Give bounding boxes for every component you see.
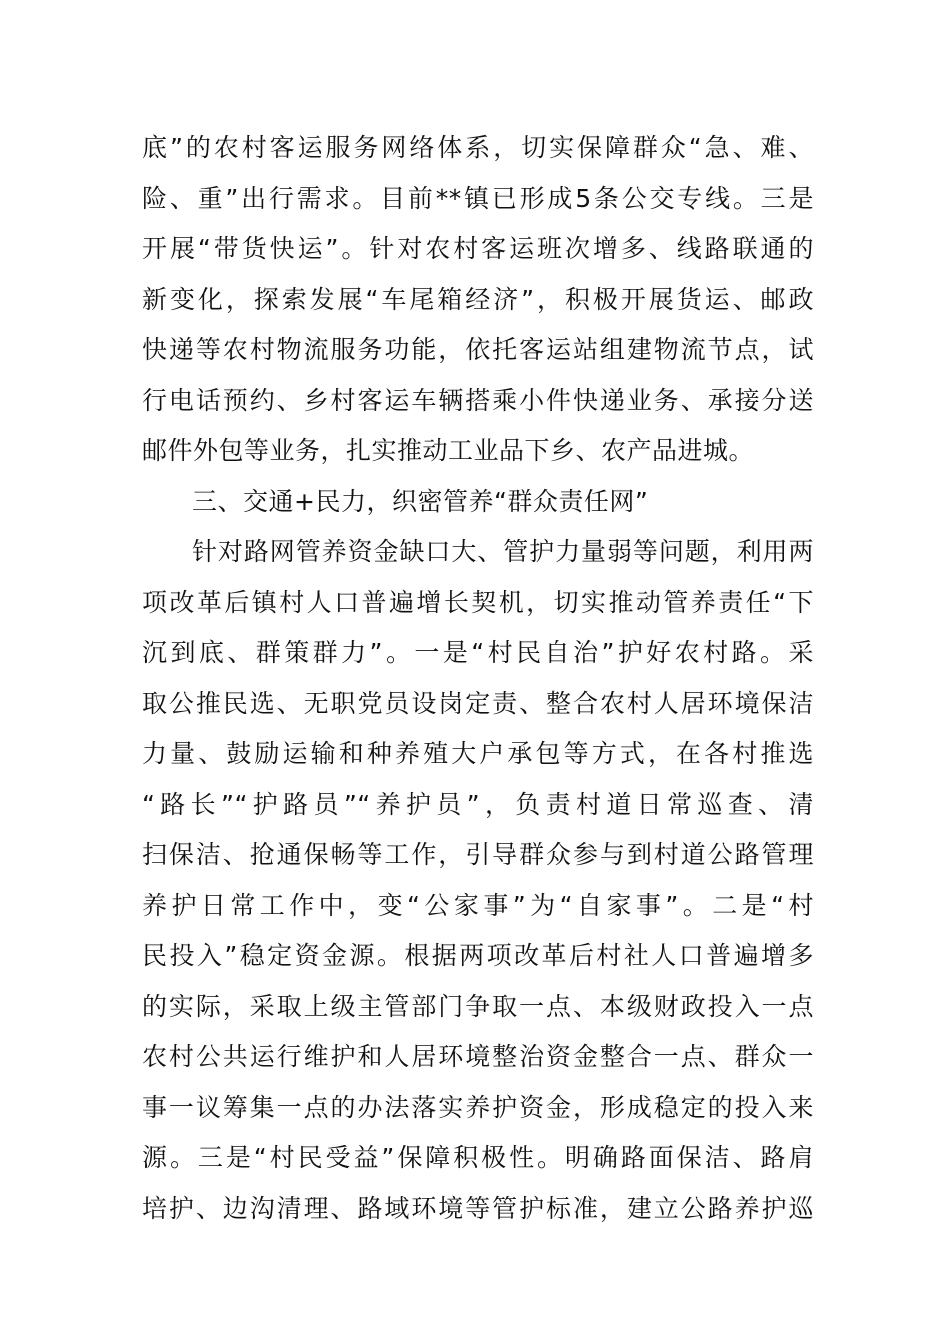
text-line: 快递等农村物流服务功能，依托客运站组建物流节点，试 xyxy=(142,335,814,364)
text-line: 培护、边沟清理、路域环境等管护标准，建立公路养护巡 xyxy=(142,1193,814,1223)
text-line: 邮件外包等业务，扎实推动工业品下乡、农产品进城。 xyxy=(142,436,755,465)
text-line: 事一议筹集一点的办法落实养护资金，形成稳定的投入来 xyxy=(142,1092,814,1122)
text-line: 的实际，采取上级主管部门争取一点、本级财政投入一点 xyxy=(142,991,814,1021)
text-line: 针对路网管养资金缺口大、管护力量弱等问题，利用两 xyxy=(192,537,814,566)
document-body xyxy=(142,123,814,1234)
text-line: 新变化，探索发展“车尾箱经济”，积极开展货运、邮政 xyxy=(142,284,814,314)
text-line: 底”的农村客运服务网络体系，切实保障群众“急、难、 xyxy=(142,133,814,162)
text-line: 行电话预约、乡村客运车辆搭乘小件快递业务、承接分送 xyxy=(142,385,814,415)
section-heading: 三、交通+民力，织密管养“群众责任网” xyxy=(192,486,649,516)
text-line: 农村公共运行维护和人居环境整治资金整合一点、群众一 xyxy=(142,1042,814,1071)
text-line: 取公推民选、无职党员设岗定责、整合农村人居环境保洁 xyxy=(142,688,814,718)
text-line: 开展“带货快运”。针对农村客运班次增多、线路联通的 xyxy=(142,234,814,263)
text-line: 民投入”稳定资金源。根据两项改革后村社人口普遍增多 xyxy=(142,941,814,970)
text-line: 养护日常工作中，变“公家事”为“自家事”。二是“村 xyxy=(142,890,814,920)
text-line: 沉到底、群策群力”。一是“村民自治”护好农村路。采 xyxy=(142,638,814,667)
text-line: 扫保洁、抢通保畅等工作，引导群众参与到村道公路管理 xyxy=(142,840,814,869)
text-line: 力量、鼓励运输和种养殖大户承包等方式，在各村推选 xyxy=(142,739,814,768)
text-line: 项改革后镇村人口普遍增长契机，切实推动管养责任“下 xyxy=(142,587,814,617)
text-line: “路长”“护路员”“养护员”，负责村道日常巡查、清 xyxy=(142,789,814,819)
text-line: 险、重”出行需求。目前**镇已形成5条公交专线。三是 xyxy=(142,183,814,213)
text-line: 源。三是“村民受益”保障积极性。明确路面保洁、路肩 xyxy=(142,1143,814,1172)
